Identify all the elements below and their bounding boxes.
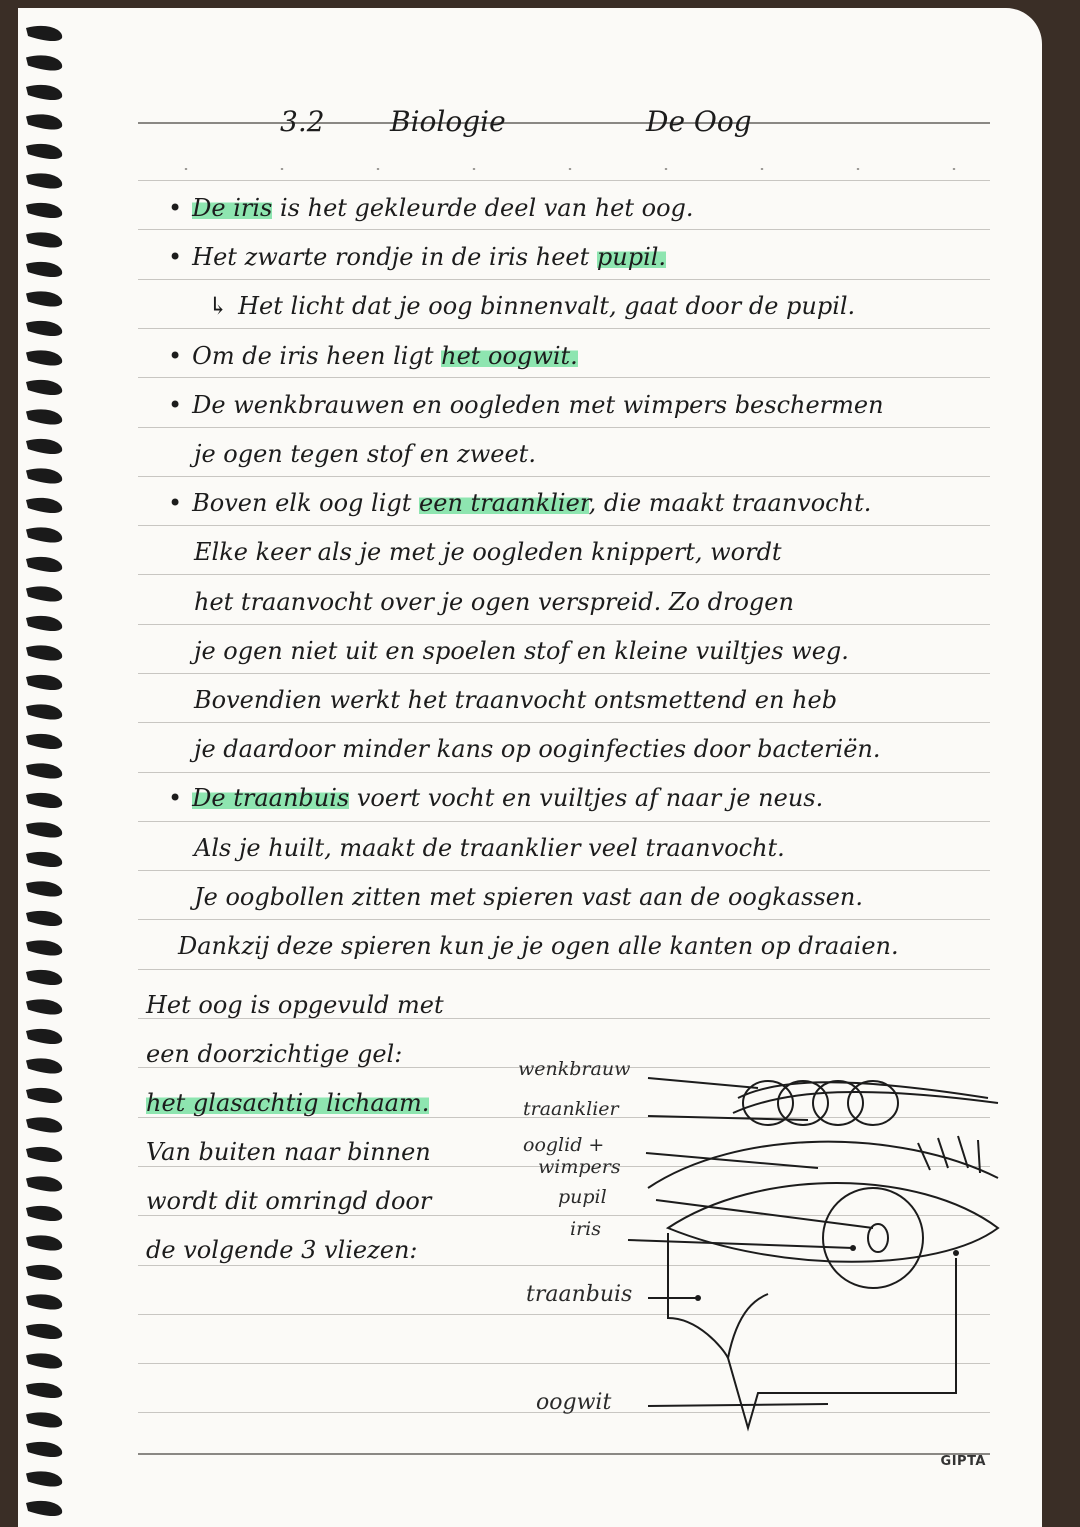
note-line [168, 243, 667, 272]
spiral-ring [26, 1412, 62, 1427]
bottom-note-line [146, 1189, 431, 1213]
bottom-note-line [146, 1042, 402, 1066]
spiral-ring [26, 350, 62, 365]
label-traanbuis: traanbuis [526, 1282, 633, 1307]
note-text: , die maakt traanvocht. [588, 489, 872, 518]
note-line [168, 196, 694, 220]
spiral-ring [26, 173, 62, 188]
spiral-ring [26, 557, 62, 572]
note-bullet: • [168, 194, 183, 222]
ruled-line [138, 427, 990, 428]
note-text: je ogen tegen stof en zweet. [194, 440, 536, 468]
note-text: is het gekleurde deel van het oog. [272, 194, 694, 222]
spiral-ring [26, 1265, 62, 1280]
note-text: voert vocht en vuiltjes af naar je neus. [349, 784, 824, 813]
spiral-ring [26, 1383, 62, 1398]
ruled-line [138, 821, 990, 822]
bottom-note-line [146, 1140, 431, 1164]
spiral-ring [26, 793, 62, 808]
ruled-line [138, 180, 990, 181]
note-line [168, 390, 884, 419]
note-highlight: De traanbuis [192, 784, 350, 813]
ruled-line [138, 476, 990, 477]
note-line [194, 587, 794, 616]
spiral-ring [26, 498, 62, 513]
spiral-ring [26, 1324, 62, 1339]
spiral-ring [26, 55, 62, 70]
spiral-ring [26, 1501, 62, 1516]
spiral-ring [26, 1353, 62, 1368]
note-text: Bovendien werkt het traanvocht ontsmettend en heb [194, 686, 838, 714]
note-text: het traanvocht over je ogen verspreid. Zo drogen [194, 587, 794, 616]
ruled-line [138, 328, 990, 329]
note-text: De wenkbrauwen en oogleden met wimpers beschermen [192, 390, 884, 419]
ruled-line [138, 919, 990, 920]
spiral-ring [26, 85, 62, 100]
spiral-ring [26, 1206, 62, 1221]
spiral-ring [26, 291, 62, 306]
note-bullet: • [168, 341, 183, 370]
note-bullet: • [168, 784, 183, 813]
spiral-ring [26, 1294, 62, 1309]
label-ooglid: ooglid + [523, 1134, 605, 1156]
label-wenkbrauw: wenkbrauw [518, 1058, 631, 1080]
ruled-line [138, 969, 990, 970]
subject-title: Biologie [390, 105, 506, 138]
spiral-ring [26, 1235, 62, 1250]
label-pupil: pupil [558, 1186, 607, 1208]
note-text: wordt dit omringd door [146, 1187, 432, 1215]
note-text: Het licht dat je oog binnenvalt, gaat door de pupil. [238, 292, 856, 321]
note-text: Om de iris heen ligt [192, 341, 442, 370]
brand-logo: GIPTA [940, 1454, 986, 1469]
bottom-note-line [146, 1091, 429, 1115]
header-rule [138, 122, 990, 124]
spiral-ring [26, 852, 62, 867]
spiral-ring [26, 822, 62, 837]
note-text: Dankzij deze spieren kun je je ogen alle kanten op draaien. [178, 932, 899, 960]
note-bullet: • [168, 390, 183, 419]
spiral-ring [26, 203, 62, 218]
note-text: Als je huilt, maakt de traanklier veel traanvocht. [194, 833, 785, 862]
spiral-ring [26, 1058, 62, 1073]
label-traanklier: traanklier [523, 1098, 619, 1120]
spiral-ring [26, 616, 62, 631]
spiral-ring [26, 1117, 62, 1132]
note-line [168, 489, 872, 518]
note-line [194, 442, 536, 466]
notebook-page [18, 8, 1042, 1527]
ruled-line [138, 229, 990, 230]
note-line [178, 934, 899, 958]
note-line [194, 636, 849, 665]
spiral-ring [26, 1442, 62, 1457]
note-text: Je oogbollen zitten met spieren vast aan de oogkassen. [194, 882, 864, 911]
note-text: Van buiten naar binnen [146, 1138, 431, 1166]
spiral-ring [26, 911, 62, 926]
footer-rule [138, 1453, 990, 1455]
ruled-line [138, 377, 990, 378]
note-text: je daardoor minder kans op ooginfecties door bacteriën. [194, 735, 881, 764]
ruled-line [138, 722, 990, 723]
topic-title: De Oog [646, 105, 752, 138]
spiral-ring [26, 527, 62, 542]
spiral-ring [26, 439, 62, 454]
ruled-line [138, 279, 990, 280]
note-highlight: het glasachtig lichaam. [146, 1089, 430, 1117]
spiral-ring [26, 1471, 62, 1486]
note-text: je ogen niet uit en spoelen stof en kleine vuiltjes weg. [194, 636, 849, 665]
note-line [168, 784, 824, 813]
note-line [194, 833, 785, 862]
spiral-ring [26, 940, 62, 955]
spiral-ring [26, 468, 62, 483]
bottom-note-line [146, 1238, 418, 1262]
note-text: Elke keer als je met je oogleden knippert, wordt [194, 538, 782, 567]
spiral-ring [26, 144, 62, 159]
note-text: een doorzichtige gel: [146, 1040, 403, 1068]
note-line [194, 688, 837, 712]
note-line [194, 882, 864, 911]
ruled-line [138, 525, 990, 526]
spiral-ring [26, 321, 62, 336]
spiral-ring [26, 675, 62, 690]
note-bullet: • [168, 243, 183, 272]
note-highlight: De iris [192, 194, 273, 222]
spiral-ring [26, 1176, 62, 1191]
spiral-ring [26, 881, 62, 896]
spiral-binding [18, 8, 82, 1527]
note-highlight: pupil. [596, 243, 667, 272]
note-highlight: het oogwit. [441, 341, 578, 370]
note-text: Het zwarte rondje in de iris heet [192, 243, 597, 272]
note-line [194, 538, 782, 567]
spiral-ring [26, 262, 62, 277]
dotted-rule [138, 168, 990, 170]
ruled-line [138, 574, 990, 575]
label-iris: iris [570, 1218, 601, 1240]
note-bullet: • [168, 489, 183, 518]
note-text: Boven elk oog ligt [192, 489, 420, 518]
note-highlight: een traanklier [419, 489, 589, 518]
spiral-ring [26, 1029, 62, 1044]
ruled-line [138, 772, 990, 773]
spiral-ring [26, 232, 62, 247]
spiral-ring [26, 586, 62, 601]
spiral-ring [26, 380, 62, 395]
spiral-ring [26, 1147, 62, 1162]
ruled-line [138, 624, 990, 625]
note-bullet: ↳ [208, 292, 229, 321]
spiral-ring [26, 763, 62, 778]
note-line [208, 292, 856, 321]
spiral-ring [26, 1088, 62, 1103]
note-text: de volgende 3 vliezen: [146, 1236, 418, 1264]
spiral-ring [26, 26, 62, 41]
ruled-line [138, 673, 990, 674]
label-wimpers: wimpers [538, 1156, 621, 1178]
spiral-ring [26, 114, 62, 129]
spiral-ring [26, 409, 62, 424]
bottom-note-line [146, 993, 444, 1017]
spiral-ring [26, 704, 62, 719]
label-oogwit: oogwit [536, 1390, 612, 1415]
spiral-ring [26, 999, 62, 1014]
spiral-ring [26, 734, 62, 749]
spiral-ring [26, 645, 62, 660]
spiral-ring [26, 970, 62, 985]
ruled-line [138, 870, 990, 871]
note-text: Het oog is opgevuld met [146, 991, 444, 1019]
note-line [194, 735, 881, 764]
note-line [168, 341, 578, 370]
chapter-number: 3.2 [280, 105, 325, 138]
